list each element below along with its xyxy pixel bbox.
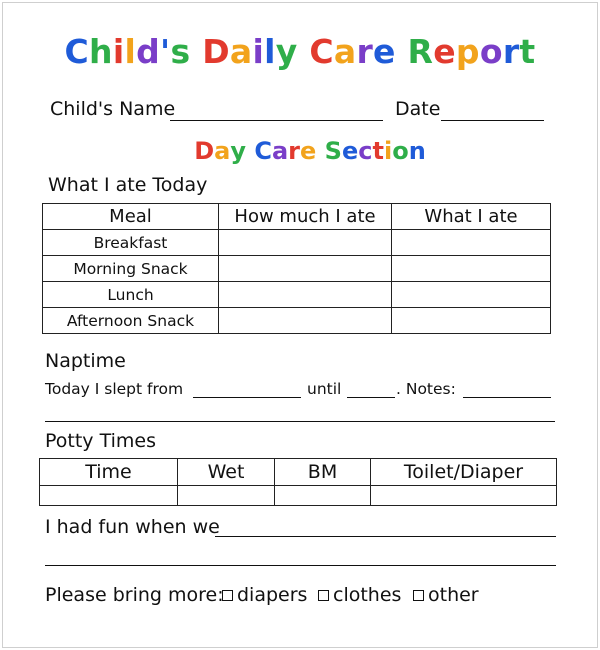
time-cell[interactable] (40, 486, 178, 506)
what-ate-cell[interactable] (392, 230, 551, 256)
potty-heading: Potty Times (45, 430, 156, 452)
clothes-checkbox[interactable] (318, 590, 329, 601)
section-letter: c (358, 137, 373, 165)
title-letter: l (264, 32, 276, 71)
title-letter: i (252, 32, 265, 71)
potty-header-row (40, 459, 557, 486)
how-much-cell[interactable] (219, 308, 392, 334)
section-letter (316, 137, 324, 165)
toilet-diaper-cell[interactable] (371, 486, 557, 506)
meal-name: Breakfast (43, 230, 219, 256)
section-letter: o (392, 137, 409, 165)
section-letter: C (254, 137, 272, 165)
section-title (0, 137, 600, 165)
title-letter: d (136, 32, 161, 71)
diapers-label: diapers (237, 584, 308, 606)
section-letter: e (341, 137, 359, 165)
table-row (43, 282, 551, 308)
bring-more-label: Please bring more: (45, 584, 224, 606)
diapers-checkbox[interactable] (222, 590, 233, 601)
potty-table (39, 458, 557, 506)
meals-heading: What I ate Today (48, 174, 208, 196)
fun-field-line-2[interactable] (45, 565, 556, 566)
title-letter: s (170, 32, 191, 71)
title-letter: D (202, 32, 230, 71)
title-letter: r (502, 32, 520, 71)
clothes-option[interactable] (318, 584, 401, 606)
other-label: other (428, 584, 479, 606)
table-row (43, 308, 551, 334)
title-letter: l (124, 32, 137, 71)
how-much-column-header: How much I ate (219, 204, 392, 230)
title-letter: a (333, 32, 357, 71)
title-letter (190, 32, 202, 71)
title-letter: R (407, 32, 434, 71)
title-letter: o (479, 32, 503, 71)
wet-column-header: Wet (178, 459, 275, 486)
notes-field[interactable] (463, 397, 551, 398)
section-letter: r (288, 137, 301, 165)
table-row (43, 256, 551, 282)
until-field[interactable] (347, 397, 395, 398)
bm-cell[interactable] (275, 486, 371, 506)
meal-name: Lunch (43, 282, 219, 308)
date-field[interactable] (441, 120, 544, 121)
diapers-option[interactable] (222, 584, 307, 606)
title-letter: ' (160, 32, 171, 71)
title-letter: h (89, 32, 113, 71)
notes-label: . Notes: (396, 380, 456, 398)
how-much-cell[interactable] (219, 256, 392, 282)
table-row (40, 486, 557, 506)
title-letter: t (519, 32, 536, 71)
title-letter: e (373, 32, 396, 71)
what-ate-cell[interactable] (392, 282, 551, 308)
section-letter: y (230, 137, 246, 165)
bm-column-header: BM (275, 459, 371, 486)
title-letter: r (356, 32, 374, 71)
meal-column-header: Meal (43, 204, 219, 230)
until-label: until (307, 380, 342, 398)
title-letter: i (112, 32, 125, 71)
section-letter: t (372, 137, 384, 165)
title-letter: a (229, 32, 253, 71)
section-letter: n (408, 137, 426, 165)
fun-label: I had fun when we (45, 516, 220, 538)
meal-name: Morning Snack (43, 256, 219, 282)
section-letter: a (271, 137, 289, 165)
title-letter: y (275, 32, 298, 71)
title-letter: C (64, 32, 90, 71)
slept-from-field[interactable] (193, 397, 301, 398)
what-ate-cell[interactable] (392, 256, 551, 282)
toilet-diaper-column-header: Toilet/Diaper (371, 459, 557, 486)
naptime-heading: Naptime (45, 350, 126, 372)
table-row (43, 230, 551, 256)
how-much-cell[interactable] (219, 230, 392, 256)
meals-table (42, 203, 551, 334)
how-much-cell[interactable] (219, 282, 392, 308)
other-checkbox[interactable] (413, 590, 424, 601)
title-letter: p (455, 32, 480, 71)
childs-name-label: Child's Name (50, 98, 176, 120)
time-column-header: Time (40, 459, 178, 486)
clothes-label: clothes (333, 584, 402, 606)
section-letter: e (300, 137, 317, 165)
fun-field[interactable] (215, 536, 556, 537)
section-letter: a (214, 137, 231, 165)
slept-from-label: Today I slept from (45, 380, 184, 398)
other-option[interactable] (413, 584, 479, 606)
title-letter (298, 32, 310, 71)
report-title (0, 32, 600, 71)
meal-name: Afternoon Snack (43, 308, 219, 334)
section-letter: i (383, 137, 393, 165)
date-label: Date (395, 98, 441, 120)
wet-cell[interactable] (178, 486, 275, 506)
what-ate-column-header: What I ate (392, 204, 551, 230)
meals-header-row (43, 204, 551, 230)
section-letter: D (194, 137, 215, 165)
notes-field-line-2[interactable] (45, 421, 555, 422)
title-letter: C (309, 32, 334, 71)
childs-name-field[interactable] (170, 120, 383, 121)
section-letter (246, 137, 254, 165)
title-letter: e (433, 32, 456, 71)
title-letter (396, 32, 408, 71)
what-ate-cell[interactable] (392, 308, 551, 334)
section-letter: S (324, 137, 342, 165)
